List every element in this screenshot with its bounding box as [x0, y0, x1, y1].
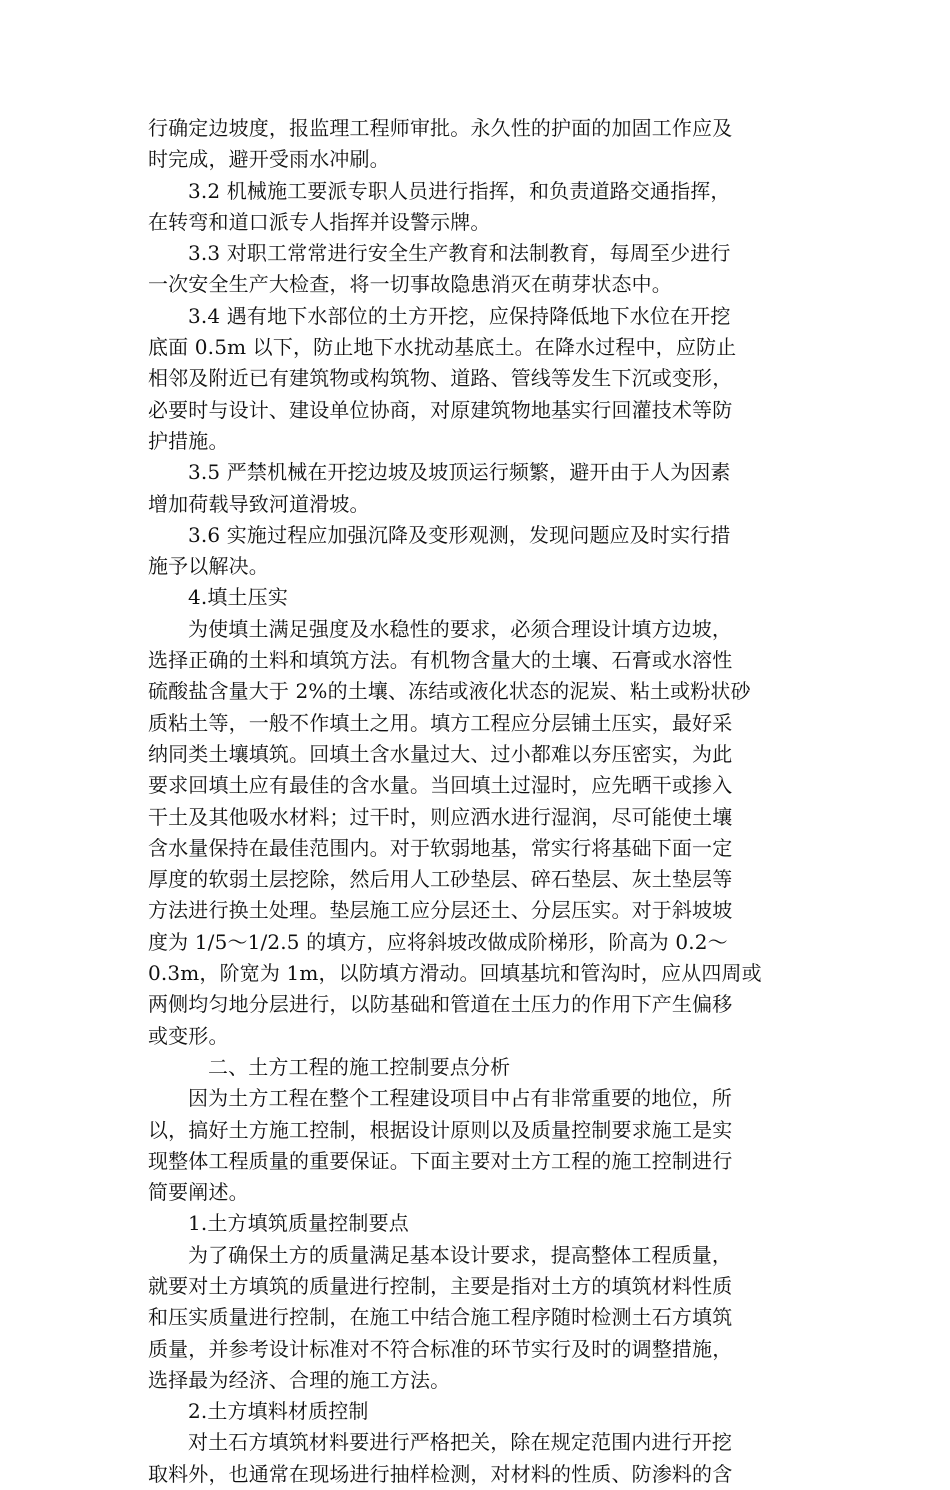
text-line: 现整体工程质量的重要保证。下面主要对土方工程的施工控制进行 — [148, 1148, 733, 1173]
text-line: 选择正确的土料和填筑方法。有机物含量大的土壤、石膏或水溶性 — [148, 648, 733, 673]
text-line: 纳同类土壤填筑。回填土含水量过大、过小都难以夯压密实，为此 — [148, 741, 733, 766]
text-line: 两侧均匀地分层进行，以防基础和管道在土压力的作用下产生偏移 — [148, 992, 733, 1017]
text-line: 3.6 实施过程应加强沉降及变形观测，发现问题应及时实行措 — [188, 522, 731, 547]
text-line: 3.5 严禁机械在开挖边坡及坡顶运行频繁，避开由于人为因素 — [188, 460, 731, 485]
text-line: 3.2 机械施工要派专职人员进行指挥，和负责道路交通指挥， — [188, 178, 731, 203]
text-line: 质粘土等，一般不作填土之用。填方工程应分层铺土压实，最好采 — [148, 710, 733, 735]
text-line: 0.3m，阶宽为 1m，以防填方滑动。回填基坑和管沟时，应从四周或 — [148, 961, 762, 986]
text-line: 取料外，也通常在现场进行抽样检测，对材料的性质、防渗料的含 — [148, 1461, 733, 1486]
document-body — [148, 113, 808, 1490]
text-line: 要求回填土应有最佳的含水量。当回填土过湿时，应先晒干或掺入 — [148, 773, 733, 798]
text-line: 增加荷载导致河道滑坡。 — [148, 491, 370, 516]
text-line: 在转弯和道口派专人指挥并设警示牌。 — [148, 209, 491, 234]
text-line: 必要时与设计、建设单位协商，对原建筑物地基实行回灌技术等防 — [148, 397, 733, 422]
text-line: 硫酸盐含量大于 2%的土壤、冻结或液化状态的泥炭、粘土或粉状砂 — [148, 679, 751, 704]
text-line: 一次安全生产大检查，将一切事故隐患消灭在萌芽状态中。 — [148, 272, 672, 297]
text-line: 相邻及附近已有建筑物或构筑物、道路、管线等发生下沉或变形， — [148, 366, 733, 391]
text-line: 质量，并参考设计标准对不符合标准的环节实行及时的调整措施， — [148, 1336, 733, 1361]
text-line: 为使填土满足强度及水稳性的要求，必须合理设计填方边坡， — [188, 616, 733, 641]
text-line: 因为土方工程在整个工程建设项目中占有非常重要的地位，所 — [188, 1086, 733, 1111]
text-line: 1.土方填筑质量控制要点 — [188, 1211, 409, 1236]
text-line: 护措施。 — [148, 428, 229, 453]
text-line: 方法进行换土处理。垫层施工应分层还土、分层压实。对于斜坡坡 — [148, 898, 733, 923]
text-line: 2.土方填料材质控制 — [188, 1399, 369, 1424]
text-line: 3.3 对职工常常进行安全生产教育和法制教育，每周至少进行 — [188, 241, 731, 266]
text-line: 含水量保持在最佳范围内。对于软弱地基，常实行将基础下面一定 — [148, 835, 733, 860]
text-line: 度为 1/5～1/2.5 的填方，应将斜坡改做成阶梯形，阶高为 0.2～ — [148, 929, 728, 954]
text-line: 对土石方填筑材料要进行严格把关，除在规定范围内进行开挖 — [188, 1430, 733, 1455]
text-line: 厚度的软弱土层挖除，然后用人工砂垫层、碎石垫层、灰土垫层等 — [148, 867, 733, 892]
text-line: 行确定边坡度，报监理工程师审批。永久性的护面的加固工作应及 — [148, 116, 733, 140]
text-line: 选择最为经济、合理的施工方法。 — [148, 1367, 451, 1392]
text-line: 简要阐述。 — [148, 1180, 249, 1205]
section-heading: 二、土方工程的施工控制要点分析 — [208, 1054, 511, 1079]
text-line: 4.填土压实 — [188, 585, 288, 610]
text-line: 底面 0.5m 以下，防止地下水扰动基底土。在降水过程中，应防止 — [148, 335, 737, 360]
text-line: 和压实质量进行控制，在施工中结合施工程序随时检测土石方填筑 — [148, 1305, 733, 1330]
text-line: 以，搞好土方施工控制，根据设计原则以及质量控制要求施工是实 — [148, 1117, 733, 1142]
text-line: 为了确保土方的质量满足基本设计要求，提高整体工程质量， — [188, 1242, 733, 1267]
text-line: 就要对土方填筑的质量进行控制，主要是指对土方的填筑材料性质 — [148, 1273, 733, 1298]
text-line: 3.4 遇有地下水部位的土方开挖，应保持降低地下水位在开挖 — [188, 303, 731, 328]
text-line: 或变形。 — [148, 1023, 229, 1048]
text-line: 干土及其他吸水材料；过干时，则应洒水进行湿润，尽可能使土壤 — [148, 804, 733, 829]
text-line: 施予以解决。 — [148, 554, 269, 579]
text-line: 时完成，避开受雨水冲刷。 — [148, 147, 390, 172]
